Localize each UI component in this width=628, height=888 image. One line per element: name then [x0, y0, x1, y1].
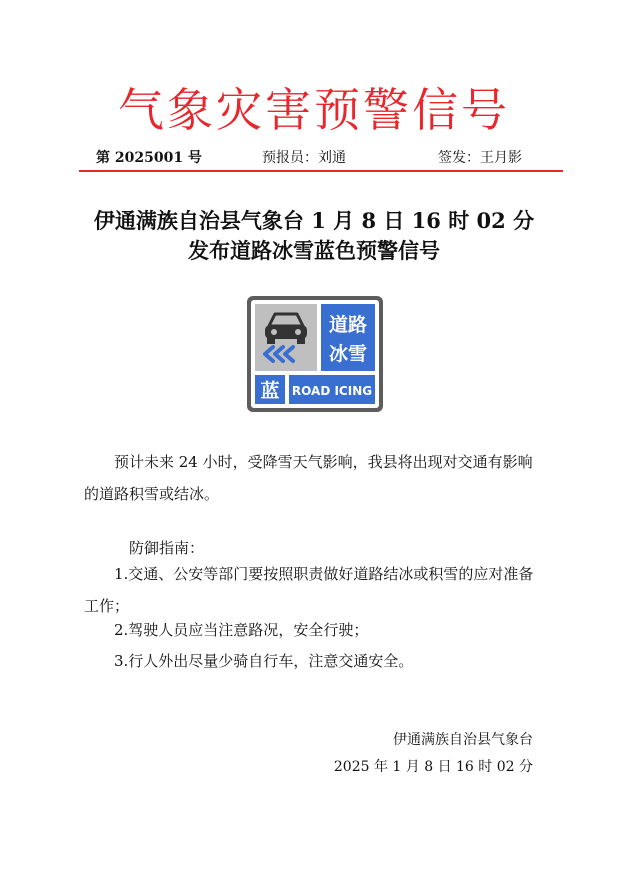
guide-item: 1.交通、公安等部门要按照职责做好道路结冰或积雪的应对准备工作；: [84, 565, 534, 615]
sign-label-en: ROAD ICING: [291, 384, 373, 398]
issue-datetime: 2025 年 1 月 8 日 16 时 02 分: [333, 759, 533, 775]
notice-title-line-2: 发布道路冰雪蓝色预警信号: [188, 238, 440, 263]
guide-item: 2.驾驶人员应当注意路况，安全行驶；: [114, 621, 369, 639]
header-divider: [79, 170, 563, 172]
issuing-organization: 伊通满族自治县气象台: [393, 732, 533, 748]
masthead-title: 气象灾害预警信号: [118, 83, 510, 137]
guide-heading: 防御指南：: [129, 539, 205, 557]
sign-label-cn-2: 冰雪: [328, 343, 368, 365]
forecaster: 预报员：刘通: [262, 150, 346, 166]
road-icing-blue-warning-sign: [247, 296, 383, 412]
issuer: 签发：王月影: [438, 150, 522, 166]
document-number: 第 2025001 号: [96, 150, 202, 166]
warning-level: 蓝: [260, 380, 280, 402]
forecast-paragraph: 预计未来 24 小时，受降雪天气影响，我县将出现对交通有影响的道路积雪或结冰。: [84, 453, 533, 503]
sign-label-cn-1: 道路: [328, 314, 368, 336]
notice-title-line-1: 伊通满族自治县气象台 1 月 8 日 16 时 02 分: [93, 208, 535, 233]
guide-item: 3.行人外出尽量少骑自行车，注意交通安全。: [114, 652, 414, 670]
